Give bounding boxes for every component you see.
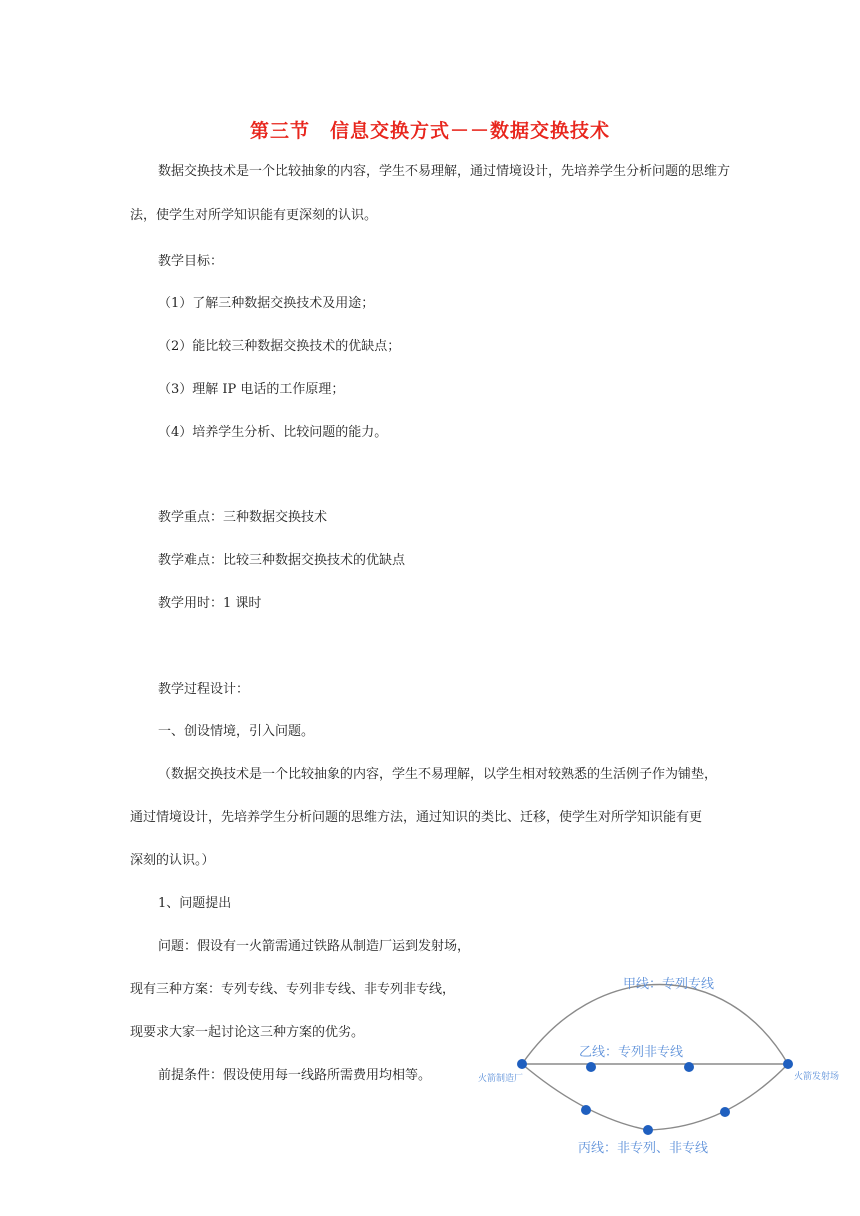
premise: 前提条件：假设使用每一线路所需费用均相等。 [158,1068,432,1083]
goal-item-1: （1）了解三种数据交换技术及用途； [158,296,375,311]
route-c-line [522,1064,788,1130]
route-c-label: 丙线：非专列、非专线 [578,1141,709,1156]
intro-paragraph-line-2: 法，使学生对所学知识能有更深刻的认识。 [130,208,378,223]
node-route-c-1 [581,1105,591,1115]
goal-item-3: （3）理解 IP 电话的工作原理； [158,382,345,397]
question-line-2: 现有三种方案：专列专线、专列非专线、非专列非专线， [130,982,456,997]
railway-routes-diagram [476,968,860,1158]
node-route-b-2 [684,1062,694,1072]
node-route-b-1 [586,1062,596,1072]
question-line-1: 问题：假设有一火箭需通过铁路从制造厂运到发射场， [158,939,471,954]
subsection-heading: 1、问题提出 [158,896,232,911]
node-start [517,1059,527,1069]
page-title: 第三节 信息交换方式－－数据交换技术 [249,120,610,142]
end-label: 火箭发射场 [794,1072,840,1082]
route-b-label: 乙线：专列非专线 [579,1045,684,1060]
question-line-3: 现要求大家一起讨论这三种方案的优劣。 [130,1025,365,1040]
goals-heading: 教学目标： [158,254,224,269]
difficulty: 教学难点：比较三种数据交换技术的优缺点 [158,553,406,568]
node-end [783,1059,793,1069]
goal-item-2: （2）能比较三种数据交换技术的优缺点； [158,339,401,354]
note-line-2: 通过情境设计，先培养学生分析问题的思维方法，通过知识的类比、迁移，使学生对所学知识能有更 [130,810,703,825]
note-line-3: 深刻的认识。） [130,853,215,868]
goal-item-4: （4）培养学生分析、比较问题的能力。 [158,425,388,440]
duration: 教学用时：1 课时 [158,596,262,611]
intro-paragraph-line-1: 数据交换技术是一个比较抽象的内容，学生不易理解，通过情境设计，先培养学生分析问题的思维方 [158,164,731,179]
note-line-1: （数据交换技术是一个比较抽象的内容，学生不易理解，以学生相对较熟悉的生活例子作为铺垫， [158,767,718,782]
node-route-c-2 [643,1125,653,1135]
node-route-c-3 [720,1107,730,1117]
start-label: 火箭制造厂 [478,1074,524,1084]
route-a-label: 甲线：专列专线 [623,977,715,992]
key-point: 教学重点：三种数据交换技术 [158,510,328,525]
section-heading-1: 一、创设情境，引入问题。 [158,724,315,739]
process-heading: 教学过程设计： [158,682,250,697]
